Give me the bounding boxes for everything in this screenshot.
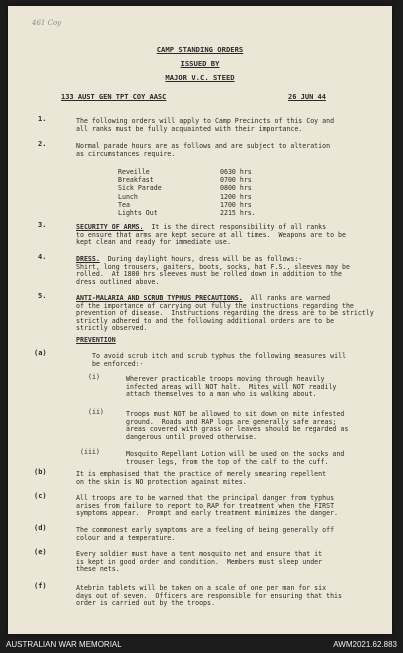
section-heading: SECURITY OF ARMS.: [76, 223, 144, 231]
section-body: [76, 224, 376, 247]
subsection-text: Atebrin tablets will be taken on a scale of one per man for six days out of seven. Officers are responsible for ensuring that this order is carried out by the troops.: [76, 584, 342, 608]
section-number: 2.: [38, 140, 47, 148]
section-heading: DRESS.: [76, 255, 100, 263]
prevention-heading: PREVENTION: [76, 336, 116, 344]
subsection-text: All troops are to be warned that the principal danger from typhus arises from failure to report to RAP for treatment when the FIRST symptoms appear. Prompt and early treatment minimizes the danger.: [76, 494, 339, 518]
unit-designation: 133 AUST GEN TPT COY AASC: [61, 93, 167, 101]
section-body: [76, 295, 376, 333]
archive-name: AUSTRALIAN WAR MEMORIAL: [6, 640, 122, 649]
subsection-text: The commonest early symptoms are a feeling of being generally off colour and a temperature.: [76, 526, 335, 542]
subsection-label: (b): [34, 468, 47, 476]
document-date: 26 JUN 44: [288, 93, 326, 101]
section-number: 3.: [38, 221, 47, 229]
schedule-time: 1200 hrs: [220, 192, 252, 201]
subsection-label: (e): [34, 548, 47, 556]
section-text: The following orders will apply to Camp Precincts of this Coy and all ranks must be fully acquainted with their importance.: [76, 117, 335, 133]
document-page: [8, 6, 392, 634]
subsection-text: Every soldier must have a tent mosquito net and ensure that it is kept in good order and condition. Members must sleep under these nets.: [76, 550, 323, 574]
section-text: It is the direct responsibility of all ranks to ensure that arms are kept secure at all times. Weapons are to be kept clean and ready for immediate use.: [76, 223, 346, 247]
schedule-row: [118, 210, 256, 218]
schedule-time: 0700 hrs: [220, 176, 252, 185]
section-number: 5.: [38, 292, 47, 300]
prevention-intro: To avoid scrub itch and scrub typhus the following measures will be enforced:-: [92, 352, 347, 368]
section-heading: ANTI-MALARIA AND SCRUB TYPHUS PRECAUTIONS.: [76, 294, 243, 302]
subsection-text: It is emphasised that the practice of merely smearing repellent on the skin is NO protection against mites.: [76, 470, 327, 486]
parade-schedule: [118, 169, 256, 218]
section-text: All ranks are warned of the importance of carrying out fully the instructions regarding the prevention of disease. Instructions regarding the dress are to be strictly strictly adhered to and the following additional orders are to be strictly observed.: [76, 294, 374, 333]
schedule-time: 2215 hrs.: [220, 208, 256, 217]
section-text: Normal parade hours are as follows and are subject to alteration as circumstances require.: [76, 142, 331, 158]
section-number: 1.: [38, 115, 47, 123]
schedule-item: Breakfast: [118, 176, 154, 185]
schedule-item: Sick Parade: [118, 184, 162, 193]
schedule-item: Tea: [118, 200, 130, 209]
issued-by-label: ISSUED BY: [180, 59, 220, 68]
document-title: CAMP STANDING ORDERS: [156, 45, 244, 54]
section-text: During daylight hours, dress will be as follows:- Shirt, long trousers, gaiters, boots, socks, hat F.S., sleeves may be rolled. At 1800 hrs sleeves must be rolled down in addition to the dress outlined above.: [76, 255, 350, 286]
archive-footer: [0, 637, 403, 653]
schedule-item: Lights Out: [118, 208, 158, 217]
item-number: (i): [88, 373, 100, 381]
item-number: (iii): [80, 448, 100, 456]
item-number: (ii): [88, 408, 104, 416]
schedule-item: Reveille: [118, 168, 150, 176]
pencil-annotation: 461 Coy: [32, 19, 62, 27]
section-body: [76, 256, 376, 286]
issuer-name: MAJOR V.C. STEED: [165, 73, 235, 82]
subsection-label: (d): [34, 524, 47, 532]
schedule-time: 0630 hrs: [220, 168, 252, 176]
schedule-time: 1700 hrs: [220, 200, 252, 209]
item-text: Wherever practicable troops moving through heavily infected areas will NOT halt. Mites will NOT readily attach themselves to a man who is walking about.: [126, 375, 337, 399]
accession-number: AWM2021.62.883: [333, 640, 397, 649]
item-text: Mosquito Repellant Lotion will be used on the socks and trouser legs, from the top of the calf to the cuff.: [126, 450, 345, 466]
subsection-label: (c): [34, 492, 47, 500]
subsection-label: (a): [34, 349, 47, 357]
subsection-label: (f): [34, 582, 47, 590]
schedule-item: Lunch: [118, 192, 138, 201]
item-text: Troops must NOT be allowed to sit down on mite infested ground. Roads and RAP logs are generally safe areas; areas covered with grass or leaves should be regarded as dangerous until proved otherwise.: [126, 410, 349, 441]
schedule-time: 0800 hrs: [220, 184, 252, 193]
section-number: 4.: [38, 253, 47, 261]
